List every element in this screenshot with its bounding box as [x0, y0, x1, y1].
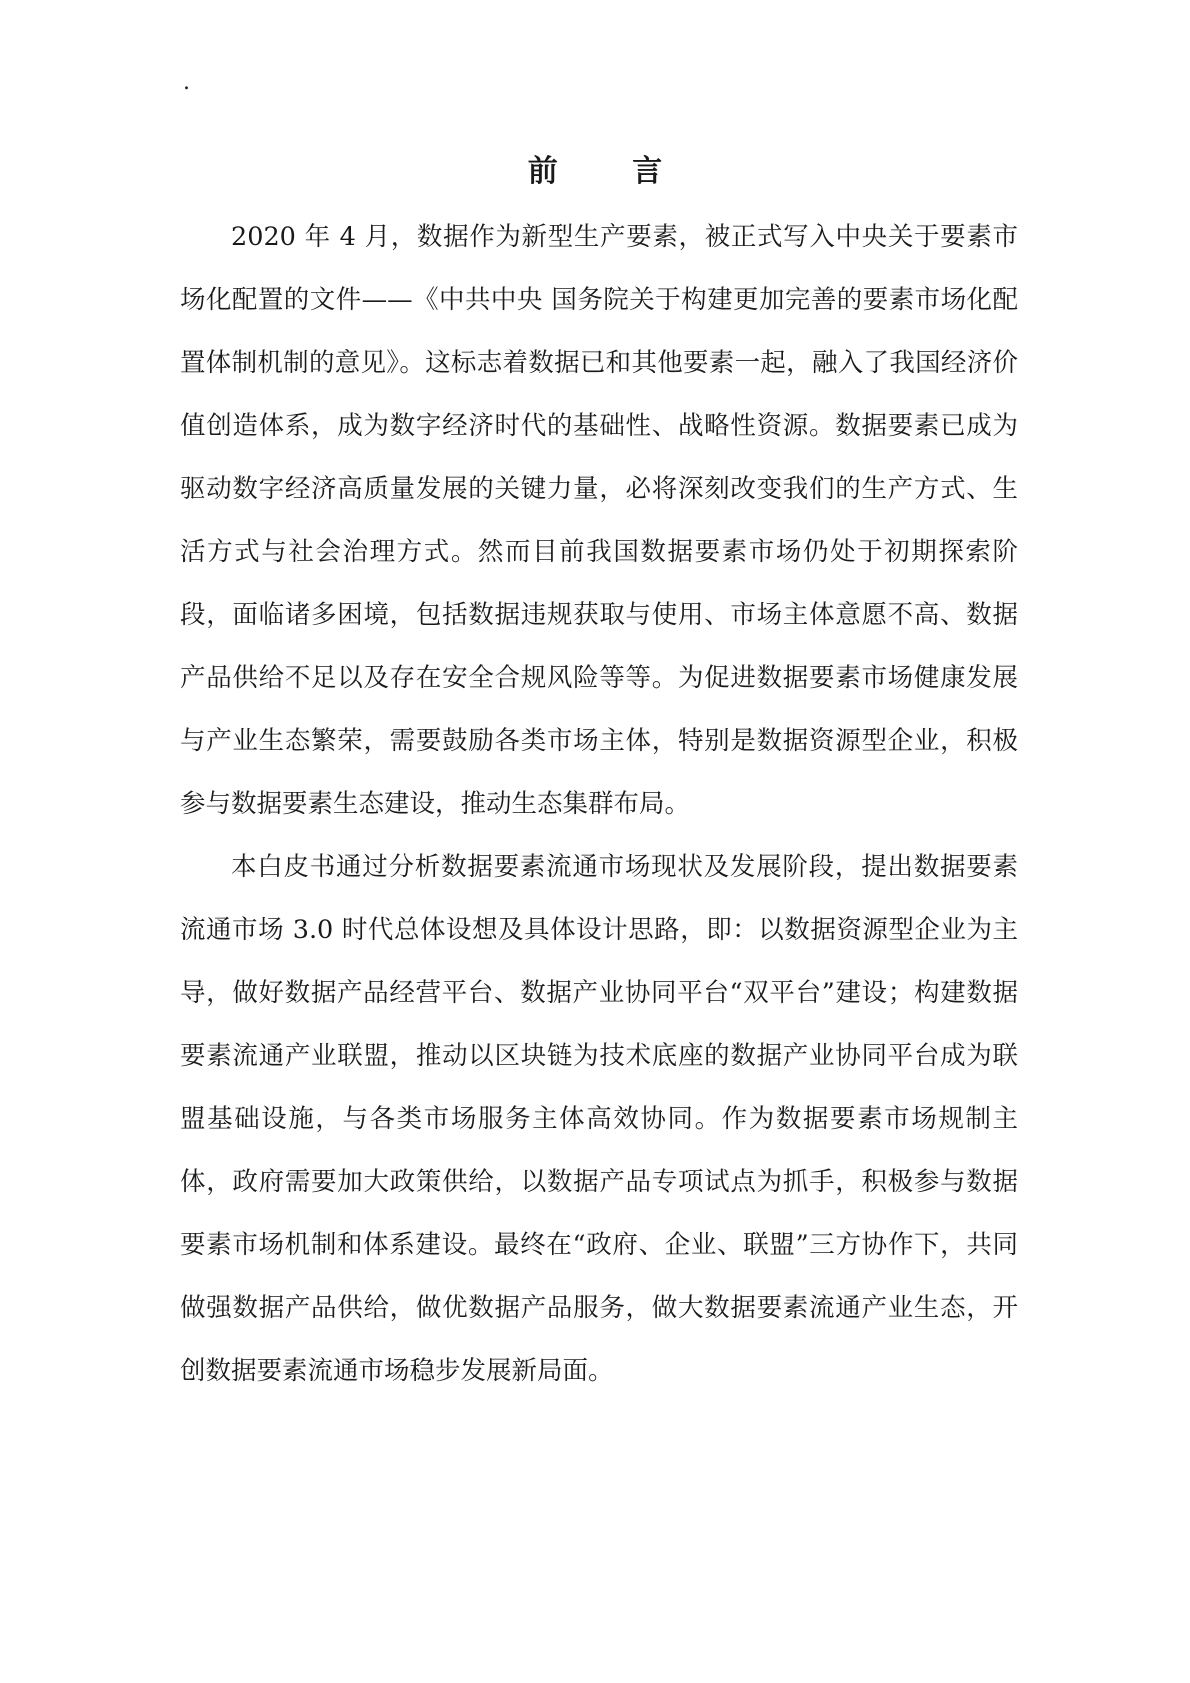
paragraph-1: 2020 年 4 月，数据作为新型生产要素，被正式写入中央关于要素市场化配置的文件——《中共中央 国务院关于构建更加完善的要素市场化配置体制机制的意见》。这标志着数据已和其他要素一起，融入了我国经济价值创造体系，成为数字经济时代的基础性、战略性资源。数据要素已成为驱动数字经济高质量发展的关键力量，必将深刻改变我们的生产方式、生活方式与社会治理方式。然而目前我国数据要素市场仍处于初期探索阶段，面临诸多困境，包括数据违规获取与使用、市场主体意愿不高、数据产品供给不足以及存在安全合规风险等等。为促进数据要素市场健康发展与产业生态繁荣，需要鼓励各类市场主体，特别是数据资源型企业，积极参与数据要素生态建设，推动生态集群布局。	[180, 222, 1018, 819]
page-mark: .	[183, 70, 190, 95]
paragraph-2: 本白皮书通过分析数据要素流通市场现状及发展阶段，提出数据要素流通市场 3.0 时代总体设想及具体设计思路，即：以数据资源型企业为主导，做好数据产品经营平台、数据产业协同平台“双平台”建设；构建数据要素流通产业联盟，推动以区块链为技术底座的数据产业协同平台成为联盟基础设施，与各类市场服务主体高效协同。作为数据要素市场规制主体，政府需要加大政策供给，以数据产品专项试点为抓手，积极参与数据要素市场机制和体系建设。最终在“政府、企业、联盟”三方协作下，共同做强数据产品供给，做优数据产品服务，做大数据要素流通产业生态，开创数据要素流通市场稳步发展新局面。	[180, 852, 1018, 1386]
body-text	[180, 206, 1018, 1403]
page-title: 前 言	[527, 154, 695, 189]
